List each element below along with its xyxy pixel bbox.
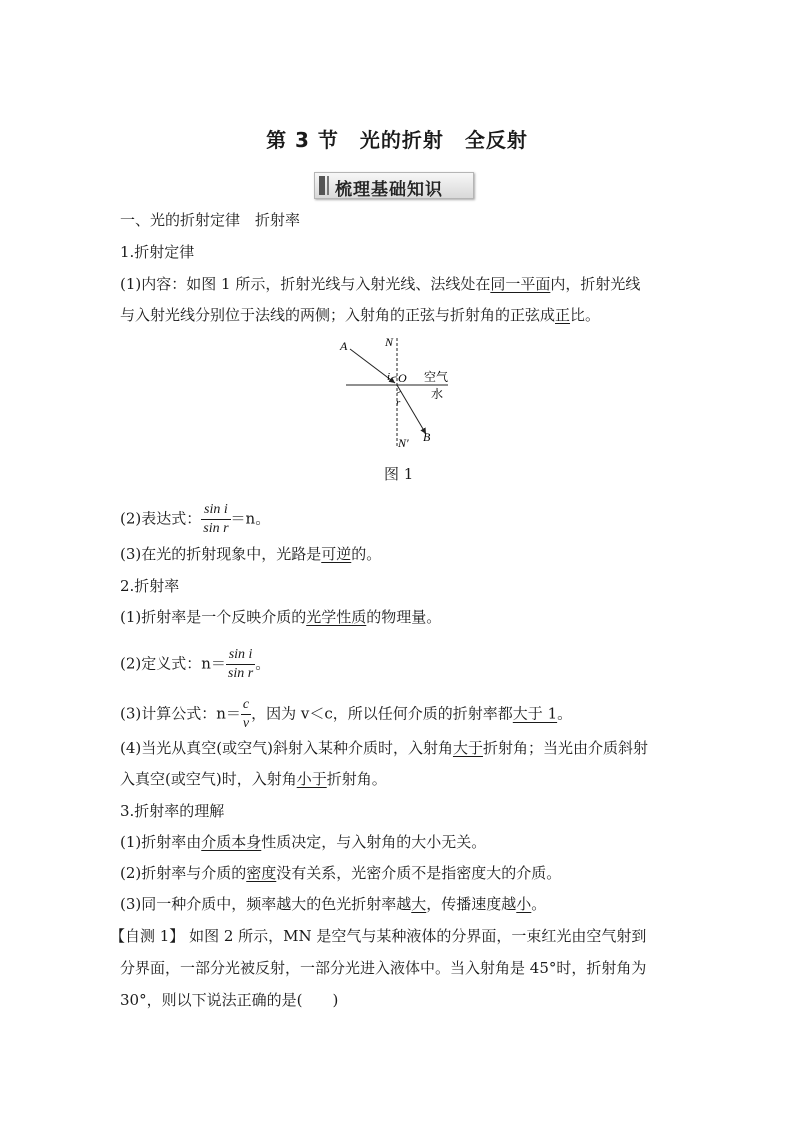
text: 的物理量。 — [366, 608, 442, 626]
answer-underline: 大于 — [452, 739, 483, 757]
label-r: r — [396, 397, 401, 409]
page-title: 第 3 节 光的折射 全反射 — [266, 128, 528, 152]
fraction — [226, 647, 255, 682]
label-O: O — [398, 371, 407, 385]
self-test-line1: 【自测 1】 如图 2 所示，MN 是空气与某种液体的分界面，一束红光由空气射到 — [110, 927, 647, 945]
text: ＝n。 — [230, 509, 271, 528]
label-N-prime: N′ — [398, 436, 409, 450]
figure-caption: 图 1 — [384, 465, 414, 483]
banner-label: 梳理基础知识 — [335, 180, 443, 200]
text: 。 — [255, 654, 271, 673]
answer-underline: 同一平面 — [490, 275, 551, 293]
incident-angle-arc — [392, 377, 397, 378]
section-heading: 一、光的折射定律 折射率 — [120, 211, 301, 229]
answer-underline: 介质本身 — [201, 833, 262, 851]
text: 与入射光线分别位于法线的两侧；入射角的正弦与折射角的正弦成 — [120, 306, 556, 324]
incidence-line2 — [120, 769, 387, 789]
text: 性质决定，与入射角的大小无关。 — [261, 833, 487, 851]
fraction-denominator: sin r — [203, 521, 229, 536]
label-N: N — [385, 335, 394, 349]
answer-underline: 大于 1 — [512, 704, 558, 723]
fraction-denominator: sin r — [227, 666, 254, 681]
subheading-understanding: 3.折射率的理解 — [120, 802, 225, 820]
text: (4)当光从真空(或空气)斜射入某种介质时，入射角 — [120, 739, 453, 757]
answer-underline: 光学性质 — [306, 608, 367, 626]
answer-underline: 小于 — [296, 770, 327, 788]
answer-underline: 密度 — [246, 864, 277, 882]
incidence-line1 — [120, 738, 648, 758]
text: 比。 — [570, 306, 601, 324]
definition-line — [120, 647, 270, 682]
label-B: B — [423, 430, 431, 444]
text: (1)折射率是一个反映介质的 — [120, 608, 307, 626]
fraction-numerator: sin i — [226, 647, 255, 665]
text: 折射角。 — [326, 770, 387, 788]
index-line1 — [120, 607, 441, 627]
understanding-line3 — [120, 894, 546, 914]
answer-underline: 小 — [516, 895, 532, 913]
label-air: 空气 — [424, 370, 449, 384]
refraction-angle-arc — [397, 391, 401, 393]
fraction-denominator: v — [242, 716, 250, 731]
text: ，因为 v＜c，所以任何介质的折射率都 — [251, 704, 513, 723]
text: 的。 — [351, 545, 382, 563]
fraction-numerator: sin i — [201, 502, 230, 520]
text: ，传播速度越 — [426, 895, 517, 913]
refraction-diagram — [330, 334, 470, 459]
self-test-line3: 30°，则以下说法正确的是( ) — [120, 991, 339, 1009]
answer-underline: 大 — [411, 895, 427, 913]
formula-line — [120, 697, 572, 732]
understanding-line1 — [120, 832, 486, 852]
text: (2)表达式： — [120, 509, 202, 528]
subheading-refractive-index: 2.折射率 — [120, 577, 180, 595]
text: 入真空(或空气)时，入射角 — [120, 770, 297, 788]
text: (3)在光的折射现象中，光路是 — [120, 545, 322, 563]
section-banner — [314, 172, 474, 199]
subheading-refraction-law: 1.折射定律 — [120, 243, 195, 261]
banner-bar-icon — [319, 176, 325, 195]
text: (2)折射率与介质的 — [120, 864, 247, 882]
self-test-line2: 分界面，一部分光被反射，一部分光进入液体中。当入射角是 45°时，折射角为 — [120, 959, 647, 977]
text: 。 — [557, 704, 573, 723]
answer-underline: 可逆 — [321, 545, 352, 563]
understanding-line2 — [120, 863, 561, 883]
text: (1)折射率由 — [120, 833, 202, 851]
label-water: 水 — [431, 387, 444, 401]
text: (2)定义式：n＝ — [120, 654, 226, 673]
answer-underline: 正 — [555, 306, 571, 324]
text: (1)内容：如图 1 所示，折射光线与入射光线、法线处在 — [120, 275, 491, 293]
fraction — [241, 697, 251, 732]
fraction-numerator: c — [241, 697, 251, 715]
refracted-ray — [397, 385, 426, 434]
paragraph-content-line2 — [120, 305, 600, 325]
text: 内，折射光线 — [550, 275, 641, 293]
label-i: i — [387, 371, 391, 383]
fraction — [201, 502, 230, 537]
text: (3)计算公式：n＝ — [120, 704, 241, 723]
paragraph-content-line1 — [120, 274, 640, 294]
expression-line — [120, 502, 270, 537]
text: 没有关系，光密介质不是指密度大的介质。 — [276, 864, 562, 882]
reversible-line — [120, 544, 381, 564]
text: 折射角；当光由介质斜射 — [482, 739, 648, 757]
label-A: A — [340, 339, 348, 353]
text: (3)同一种介质中，频率越大的色光折射率越 — [120, 895, 412, 913]
banner-bar-thin-icon — [327, 176, 329, 195]
text: 。 — [531, 895, 547, 913]
